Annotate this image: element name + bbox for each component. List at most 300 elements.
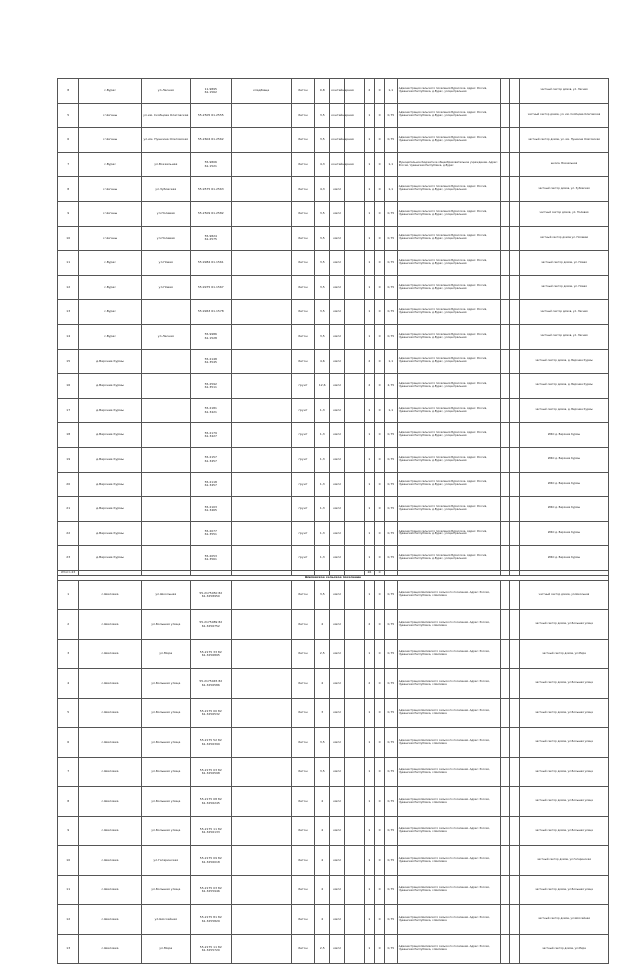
volume-cell: 0,75: [384, 128, 397, 153]
row-number: 22: [58, 521, 79, 546]
street-cell: ул.Большая улица: [141, 875, 190, 905]
sources-cell: частный сектор домов, ул.Большая улица: [519, 787, 608, 817]
owner-details-cell: Администрация сельского поселения Вурасское. Адрес: Россия, Чувашская Республика, д.Вурас, ул.Центральная: [397, 423, 500, 448]
coordinates-cell: 55.2604 61.2562: [190, 128, 231, 153]
locality-cell: с.Вурас: [79, 152, 141, 177]
locality-cell: с.Шиловка: [79, 728, 141, 758]
street-cell: ул.Гагаринская: [141, 846, 190, 876]
area-cell: 2,5: [315, 639, 330, 669]
table-row: [58, 447, 609, 472]
table-row: [58, 934, 609, 964]
extra-count-cell: 0: [375, 846, 385, 876]
cover-cell: грунт: [291, 497, 315, 522]
sources-cell: школа. Вокзальная: [519, 152, 608, 177]
area-cell: 1,3: [315, 472, 330, 497]
table-row: [58, 875, 609, 905]
area-cell: 4: [315, 816, 330, 846]
extra-count-cell: 0: [375, 226, 385, 251]
note-cell: [231, 610, 291, 640]
container-count-cell: 1: [364, 934, 375, 964]
extra-count-cell: 0: [375, 472, 385, 497]
row-number: 6: [58, 728, 79, 758]
row-number: 9: [58, 201, 79, 226]
empty-cell: [500, 201, 510, 226]
extra-count-cell: 0: [375, 521, 385, 546]
site-type-cell: кмпл: [330, 447, 345, 472]
extra-count-cell: 0: [375, 300, 385, 325]
coordinates-cell: 55.2175 00 82 61.3256532: [190, 698, 231, 728]
street-cell: ул.Большая улица: [141, 610, 190, 640]
container-count-cell: 1: [364, 128, 375, 153]
street-cell: ул.Полевая: [141, 201, 190, 226]
row-number: 10: [58, 846, 79, 876]
table-row: [58, 580, 609, 610]
row-number: 18: [58, 423, 79, 448]
area-cell: 1,3: [315, 497, 330, 522]
locality-cell: с.Чиганы: [79, 103, 141, 128]
coordinates-cell: 55.2505 61.2555: [190, 103, 231, 128]
empty-cell: [510, 79, 520, 104]
extra-count-cell: 0: [375, 610, 385, 640]
site-type-cell: кмпл: [330, 546, 345, 571]
area-cell: 1,3: [315, 546, 330, 571]
street-cell: [141, 521, 190, 546]
site-type-cell: контейнерная: [330, 103, 345, 128]
area-cell: 4,6: [315, 349, 330, 374]
locality-cell: с.Шиловка: [79, 816, 141, 846]
site-type-cell: кмпл: [330, 934, 345, 964]
table-row: [58, 546, 609, 571]
note-cell: [231, 757, 291, 787]
note-cell: [231, 546, 291, 571]
table-row: [58, 669, 609, 699]
note-cell: [231, 374, 291, 399]
volume-cell: 0,75: [384, 201, 397, 226]
table-row: [58, 300, 609, 325]
container-count-cell: 1: [364, 226, 375, 251]
extra-count-cell: 0: [375, 698, 385, 728]
coordinates-cell: 11.9895 61.1562: [190, 79, 231, 104]
empty-cell: [500, 128, 510, 153]
empty-cell: [510, 177, 520, 202]
coordinates-cell: 55.9963 61.1578: [190, 300, 231, 325]
owner-details-cell: Администрация сельского поселения Вурасское. Адрес: Россия, Чувашская Республика, д.Вурас, ул.Центральная: [397, 226, 500, 251]
empty-cell: [510, 251, 520, 276]
sources-cell: ИЖС д. Верхние Курмы: [519, 497, 608, 522]
street-cell: [141, 546, 190, 571]
row-number: 17: [58, 398, 79, 423]
empty-cell: [345, 698, 364, 728]
note-cell: [231, 103, 291, 128]
owner-details-cell: Администрация сельского поселения Вурасское. Адрес: Россия, Чувашская Республика, д.Вурас, ул.Центральная: [397, 128, 500, 153]
row-number: 23: [58, 546, 79, 571]
cover-cell: грунт: [291, 398, 315, 423]
sources-cell: частный сектор домов, ул.Большая улица: [519, 757, 608, 787]
row-number: 12: [58, 905, 79, 935]
empty-cell: [500, 669, 510, 699]
total-label: Итого 23: [58, 570, 79, 575]
empty-cell: [510, 669, 520, 699]
extra-count-cell: 0: [375, 447, 385, 472]
empty-cell: [500, 251, 510, 276]
area-cell: 3,5: [315, 728, 330, 758]
extra-count-cell: 0: [375, 152, 385, 177]
row-number: 5: [58, 698, 79, 728]
row-number: 6: [58, 128, 79, 153]
sources-cell: частный сектор домов, ул. Лесная: [519, 324, 608, 349]
volume-cell: 0,75: [384, 934, 397, 964]
empty-cell: [345, 639, 364, 669]
site-type-cell: кмпл: [330, 300, 345, 325]
locality-cell: с.Вурас: [79, 300, 141, 325]
street-cell: [141, 423, 190, 448]
section-title: Шиловское сельское поселение: [58, 575, 609, 580]
sources-cell: частный сектор домов, ул. Новая: [519, 275, 608, 300]
volume-cell: 0,75: [384, 639, 397, 669]
street-cell: [141, 497, 190, 522]
container-count-cell: 1: [364, 698, 375, 728]
empty-cell: [345, 521, 364, 546]
cover-cell: грунт: [291, 447, 315, 472]
locality-cell: д.Верхние Курмы: [79, 497, 141, 522]
site-type-cell: кмпл: [330, 177, 345, 202]
locality-cell: д.Верхние Курмы: [79, 546, 141, 571]
sources-cell: частный сектор домов, ул. Лесная: [519, 79, 608, 104]
area-cell: 1,3: [315, 447, 330, 472]
street-cell: ул.Вокзальная: [141, 152, 190, 177]
locality-cell: с.Чиганы: [79, 128, 141, 153]
area-cell: 0,8: [315, 79, 330, 104]
container-count-cell: 1: [364, 521, 375, 546]
table-row: [58, 177, 609, 202]
empty-cell: [510, 846, 520, 876]
cover-cell: бетон: [291, 698, 315, 728]
locality-cell: с.Вурас: [79, 324, 141, 349]
site-type-cell: кмпл: [330, 324, 345, 349]
note-cell: [231, 251, 291, 276]
empty-cell: [345, 423, 364, 448]
empty-cell: [510, 905, 520, 935]
area-cell: 3,5: [315, 757, 330, 787]
empty-cell: [510, 324, 520, 349]
container-count-cell: 1: [364, 103, 375, 128]
volume-cell: 1,1: [384, 79, 397, 104]
note-cell: [231, 324, 291, 349]
empty-cell: [345, 447, 364, 472]
cover-cell: бетон: [291, 152, 315, 177]
empty-cell: [345, 177, 364, 202]
row-number: 10: [58, 226, 79, 251]
cover-cell: бетон: [291, 300, 315, 325]
coordinates-cell: 55.2077 61.3551: [190, 521, 231, 546]
street-cell: [141, 349, 190, 374]
street-cell: [141, 447, 190, 472]
empty-cell: [500, 580, 510, 610]
owner-details-cell: Администрация сельского поселения Вурасское. Адрес: Россия, Чувашская Республика, д.Вурас, ул.Центральная: [397, 300, 500, 325]
sources-cell: частный сектор домов, ул. им. Пушкина Олеговская: [519, 128, 608, 153]
row-number: 8: [58, 787, 79, 817]
table-row: [58, 787, 609, 817]
empty-cell: [345, 398, 364, 423]
row-number: 21: [58, 497, 79, 522]
coordinates-cell: 55.9575 61.2563: [190, 177, 231, 202]
site-type-cell: кмпл: [330, 846, 345, 876]
locality-cell: д.Верхние Курмы: [79, 349, 141, 374]
owner-details-cell: Администрация сельского поселения Вурасское. Адрес: Россия, Чувашская Республика, д.Вурас, ул.Центральная: [397, 374, 500, 399]
cover-cell: бетон: [291, 177, 315, 202]
coordinates-cell: 55.2175 52 82 61.3256399: [190, 728, 231, 758]
row-number: 8: [58, 177, 79, 202]
extra-count-cell: 0: [375, 128, 385, 153]
owner-details-cell: Администрация сельского поселения Вурасское. Адрес: Россия, Чувашская Республика, д.Вурас, ул.Центральная: [397, 275, 500, 300]
table-row: [58, 521, 609, 546]
volume-cell: 0,75: [384, 447, 397, 472]
container-count-cell: 1: [364, 639, 375, 669]
container-count-cell: 2: [364, 79, 375, 104]
locality-cell: с.Шиловка: [79, 610, 141, 640]
sources-cell: частный сектор домов, ул.Большая улица: [519, 669, 608, 699]
extra-count-cell: 0: [375, 669, 385, 699]
row-number: 13: [58, 300, 79, 325]
cover-cell: грунт: [291, 521, 315, 546]
locality-cell: с.Шиловка: [79, 669, 141, 699]
empty-cell: [510, 698, 520, 728]
empty-cell: [510, 546, 520, 571]
area-cell: 3,5: [315, 251, 330, 276]
empty-cell: [510, 374, 520, 399]
table-row: [58, 103, 609, 128]
site-type-cell: кмпл: [330, 521, 345, 546]
sources-cell: частный сектор домов, ул. Лесная: [519, 300, 608, 325]
table-row: [58, 816, 609, 846]
volume-cell: 0,75: [384, 521, 397, 546]
site-type-cell: кмпл: [330, 905, 345, 935]
note-cell: [231, 816, 291, 846]
site-type-cell: контейнерная: [330, 79, 345, 104]
area-cell: 1,3: [315, 521, 330, 546]
empty-cell: [500, 521, 510, 546]
volume-cell: 0,75: [384, 698, 397, 728]
container-count-cell: 1: [364, 875, 375, 905]
street-cell: ул.им. Скобцова Олеговская: [141, 103, 190, 128]
table-row: [58, 349, 609, 374]
owner-details-cell: Администрация Шиловского сельского поселения. Адрес: Россия, Чувашская Республика, с.Шиловка: [397, 698, 500, 728]
area-cell: 3,5: [315, 275, 330, 300]
locality-cell: д.Верхние Курмы: [79, 374, 141, 399]
area-cell: 3,5: [315, 226, 330, 251]
area-cell: 4: [315, 787, 330, 817]
empty-cell: [345, 787, 364, 817]
coordinates-cell: 55.9984 61.1561: [190, 251, 231, 276]
waste-sites-table: [57, 78, 609, 964]
area-cell: 4: [315, 610, 330, 640]
note-cell: [231, 846, 291, 876]
sources-cell: частный сектор домов, ул.Гагаринская: [519, 846, 608, 876]
cover-cell: бетон: [291, 787, 315, 817]
street-cell: ул.Большая улица: [141, 669, 190, 699]
empty-cell: [345, 275, 364, 300]
owner-details-cell: Администрация Шиловского сельского поселения. Адрес: Россия, Чувашская Республика, с.Шиловка: [397, 610, 500, 640]
extra-count-cell: 0: [375, 177, 385, 202]
owner-details-cell: Администрация Шиловского сельского поселения. Адрес: Россия, Чувашская Республика, с.Шиловка: [397, 846, 500, 876]
owner-details-cell: Администрация Шиловского сельского поселения. Адрес: Россия, Чувашская Республика, с.Шиловка: [397, 905, 500, 935]
note-cell: [231, 728, 291, 758]
container-count-cell: 1: [364, 546, 375, 571]
empty-cell: [500, 905, 510, 935]
empty-cell: [510, 349, 520, 374]
container-count-cell: 2: [364, 610, 375, 640]
sources-cell: частный сектор домов, ул. Новая: [519, 251, 608, 276]
container-count-cell: 1: [364, 497, 375, 522]
locality-cell: с.Шиловка: [79, 934, 141, 964]
extra-count-cell: 0: [375, 374, 385, 399]
volume-cell: 0,75: [384, 669, 397, 699]
empty-cell: [500, 177, 510, 202]
cover-cell: бетон: [291, 639, 315, 669]
empty-cell: [510, 275, 520, 300]
cover-cell: бетон: [291, 905, 315, 935]
empty-cell: [510, 423, 520, 448]
cover-cell: бетон: [291, 934, 315, 964]
street-cell: [141, 472, 190, 497]
note-cell: [231, 934, 291, 964]
empty-cell: [510, 521, 520, 546]
locality-cell: с.Чиганы: [79, 201, 141, 226]
container-count-cell: 1: [364, 905, 375, 935]
extra-count-cell: 0: [375, 423, 385, 448]
row-number: 13: [58, 934, 79, 964]
extra-count-cell: 0: [375, 349, 385, 374]
table-row: [58, 698, 609, 728]
volume-cell: 0,75: [384, 580, 397, 610]
note-cell: [231, 669, 291, 699]
site-type-cell: кмпл: [330, 374, 345, 399]
coordinates-cell: 55.2175 33 82 61.3256895: [190, 639, 231, 669]
sources-cell: частный сектор домов, ул.Большая улица: [519, 875, 608, 905]
sources-cell: частный сектор домов, ул. им. Скобцова Олеговская: [519, 103, 608, 128]
owner-details-cell: Администрация сельского поселения Вурасское. Адрес: Россия, Чувашская Республика, д.Вурас, ул.Центральная: [397, 447, 500, 472]
volume-cell: 0,75: [384, 757, 397, 787]
coordinates-cell: 55.9975 61.1567: [190, 275, 231, 300]
container-count-cell: 2: [364, 349, 375, 374]
container-count-cell: 1: [364, 398, 375, 423]
volume-cell: 0,75: [384, 300, 397, 325]
coordinates-cell: 55.2181 61.3421: [190, 398, 231, 423]
row-number: 14: [58, 324, 79, 349]
sources-cell: частный сектор домов, ул.Мира: [519, 934, 608, 964]
coordinates-cell: 55.2175 81 82 61.3255829: [190, 905, 231, 935]
empty-cell: [345, 497, 364, 522]
cover-cell: бетон: [291, 226, 315, 251]
owner-details-cell: Администрация Шиловского сельского поселения. Адрес: Россия, Чувашская Республика, с.Шиловка: [397, 787, 500, 817]
site-type-cell: кмпл: [330, 639, 345, 669]
area-cell: 4,3: [315, 152, 330, 177]
owner-details-cell: Администрация сельского поселения Вурасское. Адрес: Россия, Чувашская Республика, д.Вурас, ул.Центральная: [397, 103, 500, 128]
coordinates-cell: 55.2118 61.3457: [190, 472, 231, 497]
street-cell: ул.Большая улица: [141, 787, 190, 817]
owner-details-cell: Администрация Шиловского сельского поселения. Адрес: Россия, Чувашская Республика, с.Шиловка: [397, 875, 500, 905]
table-row: [58, 846, 609, 876]
street-cell: ул.им. Пушкина Олеговская: [141, 128, 190, 153]
note-cell: [231, 580, 291, 610]
total-count: 26: [364, 570, 375, 575]
empty-cell: [345, 934, 364, 964]
volume-cell: 0,75: [384, 472, 397, 497]
extra-count-cell: 0: [375, 934, 385, 964]
street-cell: ул.Лесная: [141, 324, 190, 349]
area-cell: 1,3: [315, 398, 330, 423]
extra-count-cell: 0: [375, 905, 385, 935]
volume-cell: 0,75: [384, 787, 397, 817]
owner-details-cell: Администрация Шиловского сельского поселения. Адрес: Россия, Чувашская Республика, с.Шиловка: [397, 639, 500, 669]
site-type-cell: кмпл: [330, 349, 345, 374]
empty-cell: [500, 349, 510, 374]
coordinates-cell: 55.2175 03 82 61.3255946: [190, 875, 231, 905]
owner-details-cell: Администрация сельского поселения Вурасское. Адрес: Россия, Чувашская Республика, д.Вурас, ул.Центральная: [397, 177, 500, 202]
volume-cell: 0,75: [384, 846, 397, 876]
extra-count-cell: 0: [375, 398, 385, 423]
area-cell: 4,3: [315, 177, 330, 202]
extra-count-cell: 0: [375, 275, 385, 300]
empty-cell: [500, 546, 510, 571]
container-count-cell: 1: [364, 251, 375, 276]
owner-details-cell: Администрация Шиловского сельского поселения. Адрес: Россия, Чувашская Республика, с.Шиловка: [397, 669, 500, 699]
empty-cell: [345, 546, 364, 571]
locality-cell: д.Верхние Курмы: [79, 398, 141, 423]
street-cell: ул.Полевая: [141, 226, 190, 251]
area-cell: 4: [315, 875, 330, 905]
coordinates-cell: 55.2175 11 82 61.3255720: [190, 934, 231, 964]
extra-count-cell: 0: [375, 757, 385, 787]
site-type-cell: кмпл: [330, 757, 345, 787]
sources-cell: частный сектор домов, д. Верхние Курмы: [519, 398, 608, 423]
extra-count-cell: 0: [375, 324, 385, 349]
empty-cell: [500, 757, 510, 787]
cover-cell: бетон: [291, 251, 315, 276]
street-cell: ул.Большая улица: [141, 698, 190, 728]
sources-cell: частный сектор домов, ул.Большая улица: [519, 698, 608, 728]
coordinates-cell: 55.2103 61.3465: [190, 497, 231, 522]
coordinates-cell: 55.9986 61.1528: [190, 324, 231, 349]
owner-details-cell: Администрация Шиловского сельского поселения. Адрес: Россия, Чувашская Республика, с.Шиловка: [397, 934, 500, 964]
table-row: [58, 757, 609, 787]
sources-cell: частный сектор домов, ул.Школьная: [519, 580, 608, 610]
empty-cell: [345, 324, 364, 349]
empty-cell: [510, 610, 520, 640]
container-count-cell: 2: [364, 669, 375, 699]
site-type-cell: кмпл: [330, 472, 345, 497]
empty-cell: [510, 497, 520, 522]
locality-cell: с.Вурас: [79, 79, 141, 104]
coordinates-cell: 55.9806 61.1521: [190, 152, 231, 177]
coordinates-cell: 55.2175050 82 61.3258950: [190, 580, 231, 610]
container-count-cell: 1: [364, 580, 375, 610]
sources-cell: частный сектор домов, д. Верхние Курмы: [519, 349, 608, 374]
table-row: [58, 128, 609, 153]
empty-cell: [345, 349, 364, 374]
locality-cell: с.Вурас: [79, 275, 141, 300]
cover-cell: бетон: [291, 757, 315, 787]
cover-cell: грунт: [291, 423, 315, 448]
cover-cell: бетон: [291, 728, 315, 758]
empty-cell: [500, 787, 510, 817]
row-number: 4: [58, 669, 79, 699]
street-cell: [141, 374, 190, 399]
empty-cell: [500, 875, 510, 905]
note-cell: [231, 275, 291, 300]
owner-details-cell: Администрация сельского поселения Вурасское. Адрес: Россия, Чувашская Республика, д.Вурас, ул.Центральная: [397, 79, 500, 104]
row-number: 1: [58, 580, 79, 610]
